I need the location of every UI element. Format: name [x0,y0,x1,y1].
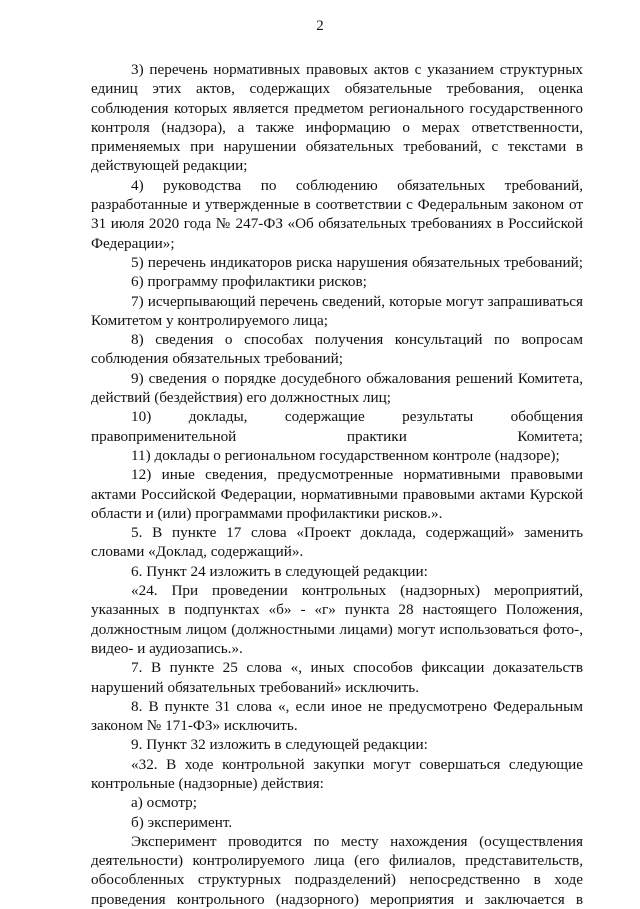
paragraph-item-11-control-reports: 11) доклады о региональном государственном контроле (надзоре); [131,446,560,464]
paragraph-clause-32: «32. В ходе контрольной закупки могут совершаться следующие контрольные (надзорные) действия: [91,755,583,792]
paragraph-item-5-risk-indicators: 5) перечень индикаторов риска нарушения обязательных требований; [131,253,583,271]
paragraph-item-12-other-information: 12) иные сведения, предусмотренные нормативными правовыми актами Российской Федерации, нормативными правовыми актами Курской области и (или) программами профилактики рисков.». [91,466,583,522]
document-body [91,60,583,909]
page-number: 2 [316,18,324,34]
paragraph-amendment-9: 9. Пункт 32 изложить в следующей редакции: [131,736,428,754]
paragraph-amendment-7: 7. В пункте 25 слова «, иных способов фиксации доказательств нарушений обязательных требований» исключить. [91,659,583,696]
paragraph-experiment-description: Эксперимент проводится по месту нахождения (осуществления деятельности) контролируемого лица (его филиалов, представительств, обособленных структурных подразделений) непосредственно в ходе проведения контрольного (надзорного) мероприятия и заключается в [91,832,583,908]
paragraph-clause-24: «24. При проведении контрольных (надзорных) мероприятий, указанных в подпунктах «б» - «г» пункта 28 настоящего Положения, должностным лицом (должностными лицами) могут использоваться фото-, видео- и аудиозапись.». [91,582,583,657]
paragraph-item-b-experiment: б) эксперимент. [131,813,233,831]
paragraph-amendment-8: 8. В пункте 31 слова «, если иное не предусмотрено Федеральным законом № 171-ФЗ» исключить. [91,697,583,735]
paragraph-amendment-6: 6. Пункт 24 изложить в следующей редакции: [131,562,428,580]
paragraph-item-a-inspection: а) осмотр; [131,794,197,812]
paragraph-item-6-prevention-program: 6) программу профилактики рисков; [131,273,367,291]
paragraph-item-8-consultations: 8) сведения о способах получения консультаций по вопросам соблюдения обязательных требований; [91,331,583,368]
paragraph-item-10-reports: 10) доклады, содержащие результаты обобщения правоприменительной практики Комитета; [91,408,583,445]
paragraph-amendment-5: 5. В пункте 17 слова «Проект доклада, содержащий» заменить словами «Доклад, содержащий». [91,524,583,561]
paragraph-item-9-appeal-procedure: 9) сведения о порядке досудебного обжалования решений Комитета, действий (бездействия) его должностных лиц; [91,369,583,407]
paragraph-item-7-information-list: 7) исчерпывающий перечень сведений, которые могут запрашиваться Комитетом у контролируемого лица; [91,292,583,329]
paragraph-item-4-guidelines: 4) руководства по соблюдению обязательных требований, разработанные и утвержденные в соответствии с Федеральным законом от 31 июля 2020 года № 247-ФЗ «Об обязательных требованиях в Российской Федерации»; [91,176,583,252]
paragraph-item-3-list-of-acts: 3) перечень нормативных правовых актов с указанием структурных единиц этих актов, содержащих обязательные требования, оценка соблюдения которых является предметом регионального государственного контроля (надзора), а также информацию о мерах ответственности, применяемых при нарушении обязательных требований, с текстами в действующей редакции; [91,61,583,175]
